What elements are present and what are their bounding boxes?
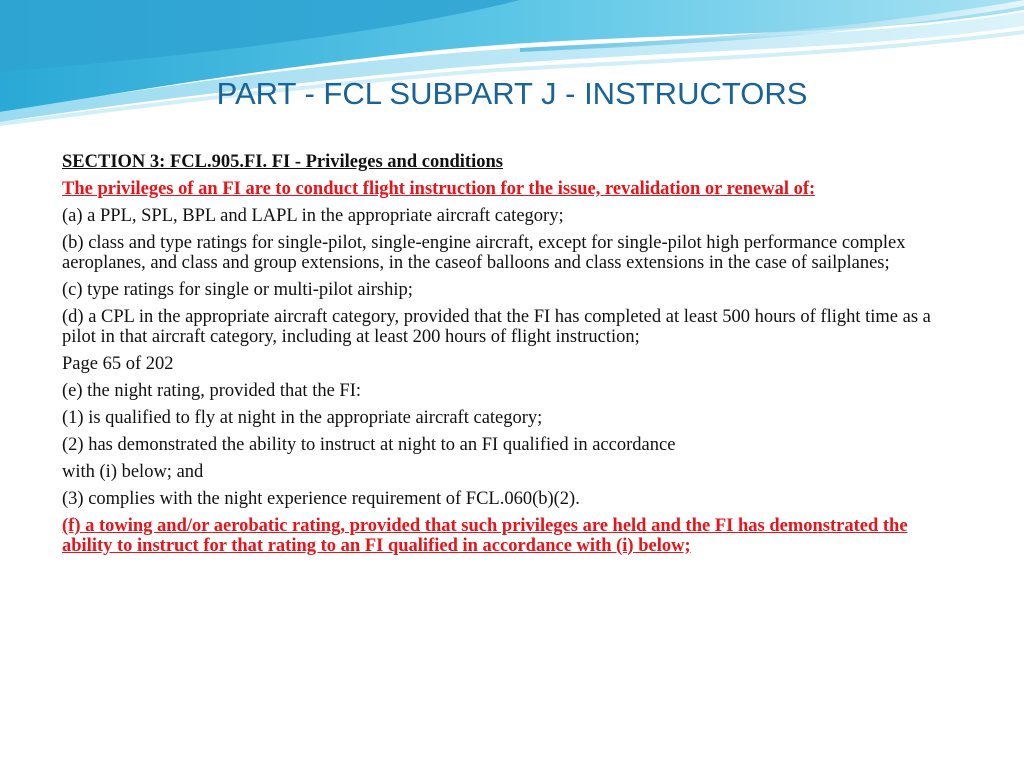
list-item-e2: (2) has demonstrated the ability to instruct at night to an FI qualified in accordance bbox=[62, 435, 676, 455]
section-heading: SECTION 3: FCL.905.FI. FI - Privileges and conditions bbox=[62, 152, 503, 172]
list-item-a: (a) a PPL, SPL, BPL and LAPL in the appropriate aircraft category; bbox=[62, 206, 564, 226]
list-item-f: (f) a towing and/or aerobatic rating, provided that such privileges are held and the FI has demonstrated the ability to instruct for that rating to an FI qualified in accordance with (i) below; bbox=[62, 516, 908, 556]
list-item-e: (e) the night rating, provided that the FI: bbox=[62, 381, 362, 401]
list-item-e2-continued: with (i) below; and bbox=[62, 462, 204, 482]
privileges-intro: The privileges of an FI are to conduct flight instruction for the issue, revalidation or renewal of: bbox=[62, 179, 816, 199]
list-item-e3: (3) complies with the night experience requirement of FCL.060(b)(2). bbox=[62, 489, 580, 509]
slide-title: PART - FCL SUBPART J - INSTRUCTORS bbox=[216, 76, 808, 111]
list-item-e1: (1) is qualified to fly at night in the appropriate aircraft category; bbox=[62, 408, 543, 428]
list-item-d: (d) a CPL in the appropriate aircraft category, provided that the FI has completed at least 500 hours of flight time as a pilot in that aircraft category, including at least 200 hours of flight instruction; bbox=[62, 307, 931, 347]
list-item-c: (c) type ratings for single or multi-pilot airship; bbox=[62, 280, 413, 300]
page-reference: Page 65 of 202 bbox=[62, 354, 174, 374]
list-item-b: (b) class and type ratings for single-pilot, single-engine aircraft, except for single-pilot high performance complex aeroplanes, and class and group extensions, in the caseof balloons and class extensions in the case of sailplanes; bbox=[62, 233, 906, 273]
slide-body bbox=[62, 152, 962, 563]
